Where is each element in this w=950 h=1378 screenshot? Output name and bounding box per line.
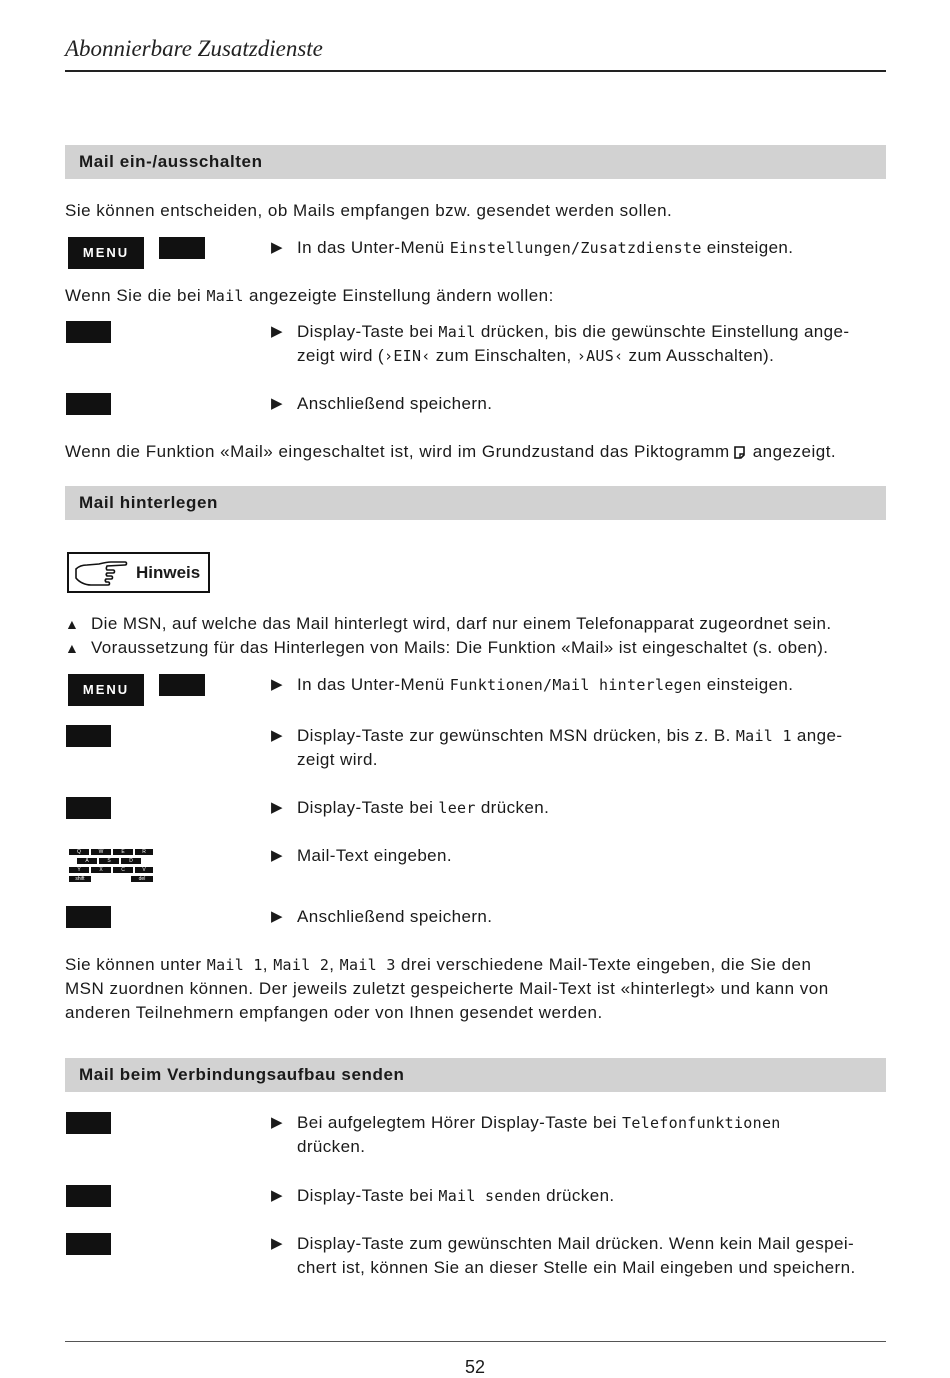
key-del: del — [131, 876, 153, 882]
instruction-step: ▶ Bei aufgelegtem Hörer Display-Taste bei Telefonfunktionen drücken. — [271, 1113, 781, 1156]
section-title: Mail ein-/ausschalten — [79, 152, 263, 171]
display-text: Mail 1 — [206, 956, 263, 974]
display-text: ›EIN‹ — [384, 347, 431, 365]
menu-key[interactable]: MENU — [68, 674, 144, 706]
section-heading-mail-toggle — [65, 145, 886, 179]
key-c: C — [113, 867, 133, 873]
display-key[interactable] — [66, 906, 111, 928]
page-header-title: Abonnierbare Zusatzdienste — [65, 36, 323, 61]
arrow-right-icon: ▶ — [271, 1114, 283, 1131]
instruction-step: ▶ Display-Taste bei Mail drücken, bis die gewünschte Einstellung ange- zeigt wird (›EIN‹ zum Einschalten, ›AUS‹ zum Ausschalten). — [271, 322, 850, 365]
section1-intro: Sie können entscheiden, ob Mails empfangen bzw. gesendet werden sollen. — [65, 201, 673, 220]
instruction-step: ▶ In das Unter-Menü Funktionen/Mail hinterlegen einsteigen. — [271, 673, 881, 697]
section1-paragraph: Wenn die Funktion «Mail» eingeschaltet ist, wird im Grundzustand das Piktogramm angezeigt. — [65, 442, 837, 461]
instruction-step: ▶ Anschließend speichern. — [271, 392, 881, 416]
arrow-right-icon: ▶ — [271, 239, 283, 256]
key-x: X — [91, 867, 111, 873]
arrow-right-icon: ▶ — [271, 1235, 283, 1252]
display-text: Mail 1 — [735, 727, 792, 745]
display-key[interactable] — [66, 321, 111, 343]
instruction-step: ▶ Display-Taste bei Mail senden drücken. — [271, 1184, 881, 1208]
display-key[interactable] — [159, 674, 205, 696]
pointing-hand-icon — [73, 557, 129, 587]
triangle-bullet-icon: ▲ — [65, 616, 80, 632]
footer-rule — [65, 1341, 886, 1342]
section-title: Mail beim Verbindungsaufbau senden — [79, 1065, 405, 1084]
display-key[interactable] — [66, 797, 111, 819]
display-text: Mail 3 — [339, 956, 396, 974]
display-text: Mail senden — [438, 1187, 542, 1205]
section-heading-mail-store — [65, 486, 886, 520]
key-w: W — [91, 849, 111, 855]
note-box — [67, 552, 210, 593]
display-text: leer — [438, 799, 476, 817]
arrow-right-icon: ▶ — [271, 395, 283, 412]
instruction-step: ▶ In das Unter-Menü Einstellungen/Zusatzdienste einsteigen. — [271, 236, 881, 260]
key-shift: shift — [69, 876, 91, 882]
arrow-right-icon: ▶ — [271, 676, 283, 693]
key-q: Q — [69, 849, 89, 855]
display-text: ›AUS‹ — [576, 347, 624, 365]
keyboard-icon — [67, 848, 153, 884]
key-v: V — [135, 867, 153, 873]
display-key[interactable] — [66, 725, 111, 747]
display-text: Mail 2 — [273, 956, 330, 974]
key-y: Y — [69, 867, 89, 873]
section-heading-mail-send — [65, 1058, 886, 1092]
display-text: Funktionen/Mail hinterlegen — [449, 676, 702, 694]
instruction-step: ▶ Display-Taste bei leer drücken. — [271, 796, 881, 820]
page-number: 52 — [464, 1357, 486, 1377]
instruction-step: ▶ Display-Taste zur gewünschten MSN drücken, bis z. B. Mail 1 ange- zeigt wird. — [271, 726, 843, 769]
arrow-right-icon: ▶ — [271, 847, 283, 864]
display-key[interactable] — [66, 1112, 111, 1134]
display-key[interactable] — [66, 393, 111, 415]
header-rule — [65, 70, 886, 72]
instruction-step: ▶ Mail-Text eingeben. — [271, 844, 881, 868]
arrow-right-icon: ▶ — [271, 323, 283, 340]
note-label: Hinweis — [136, 563, 201, 582]
key-e: E — [113, 849, 133, 855]
note-bullet: ▲ Voraussetzung für das Hinterlegen von Mails: Die Funktion «Mail» ist eingeschaltet (s. oben). — [65, 636, 895, 660]
mail-pictogram-icon — [734, 446, 745, 459]
display-key[interactable] — [66, 1233, 111, 1255]
arrow-right-icon: ▶ — [271, 908, 283, 925]
triangle-bullet-icon: ▲ — [65, 640, 80, 656]
key-r: R — [135, 849, 153, 855]
arrow-right-icon: ▶ — [271, 799, 283, 816]
section2-paragraph: Sie können unter Mail 1, Mail 2, Mail 3 drei verschiedene Mail-Texte eingeben, die Sie den MSN zuordnen können. Der jeweils zuletzt gespeicherte Mail-Text ist «hinterlegt» und kann von anderen Teilnehmern empfangen oder von Ihnen gesendet werden. — [65, 955, 829, 1022]
display-text: Mail — [438, 323, 476, 341]
menu-key[interactable]: MENU — [68, 237, 144, 269]
arrow-right-icon: ▶ — [271, 727, 283, 744]
key-d: D — [121, 858, 141, 864]
display-text: Mail — [206, 287, 244, 305]
section-title: Mail hinterlegen — [79, 493, 219, 512]
arrow-right-icon: ▶ — [271, 1187, 283, 1204]
instruction-step: ▶ Display-Taste zum gewünschten Mail drücken. Wenn kein Mail gespei- chert ist, können Sie an dieser Stelle ein Mail eingeben und speichern. — [271, 1234, 856, 1277]
note-bullet: ▲ Die MSN, auf welche das Mail hinterlegt wird, darf nur einem Telefonapparat zugeordnet sein. — [65, 612, 895, 636]
key-a: A — [77, 858, 97, 864]
display-key[interactable] — [159, 237, 205, 259]
instruction-step: ▶ Anschließend speichern. — [271, 905, 881, 929]
key-s: S — [99, 858, 119, 864]
display-key[interactable] — [66, 1185, 111, 1207]
section1-paragraph: Wenn Sie die bei Mail angezeigte Einstellung ändern wollen: — [65, 286, 554, 305]
display-text: Einstellungen/Zusatzdienste — [449, 239, 702, 257]
display-text: Telefonfunktionen — [621, 1114, 781, 1132]
